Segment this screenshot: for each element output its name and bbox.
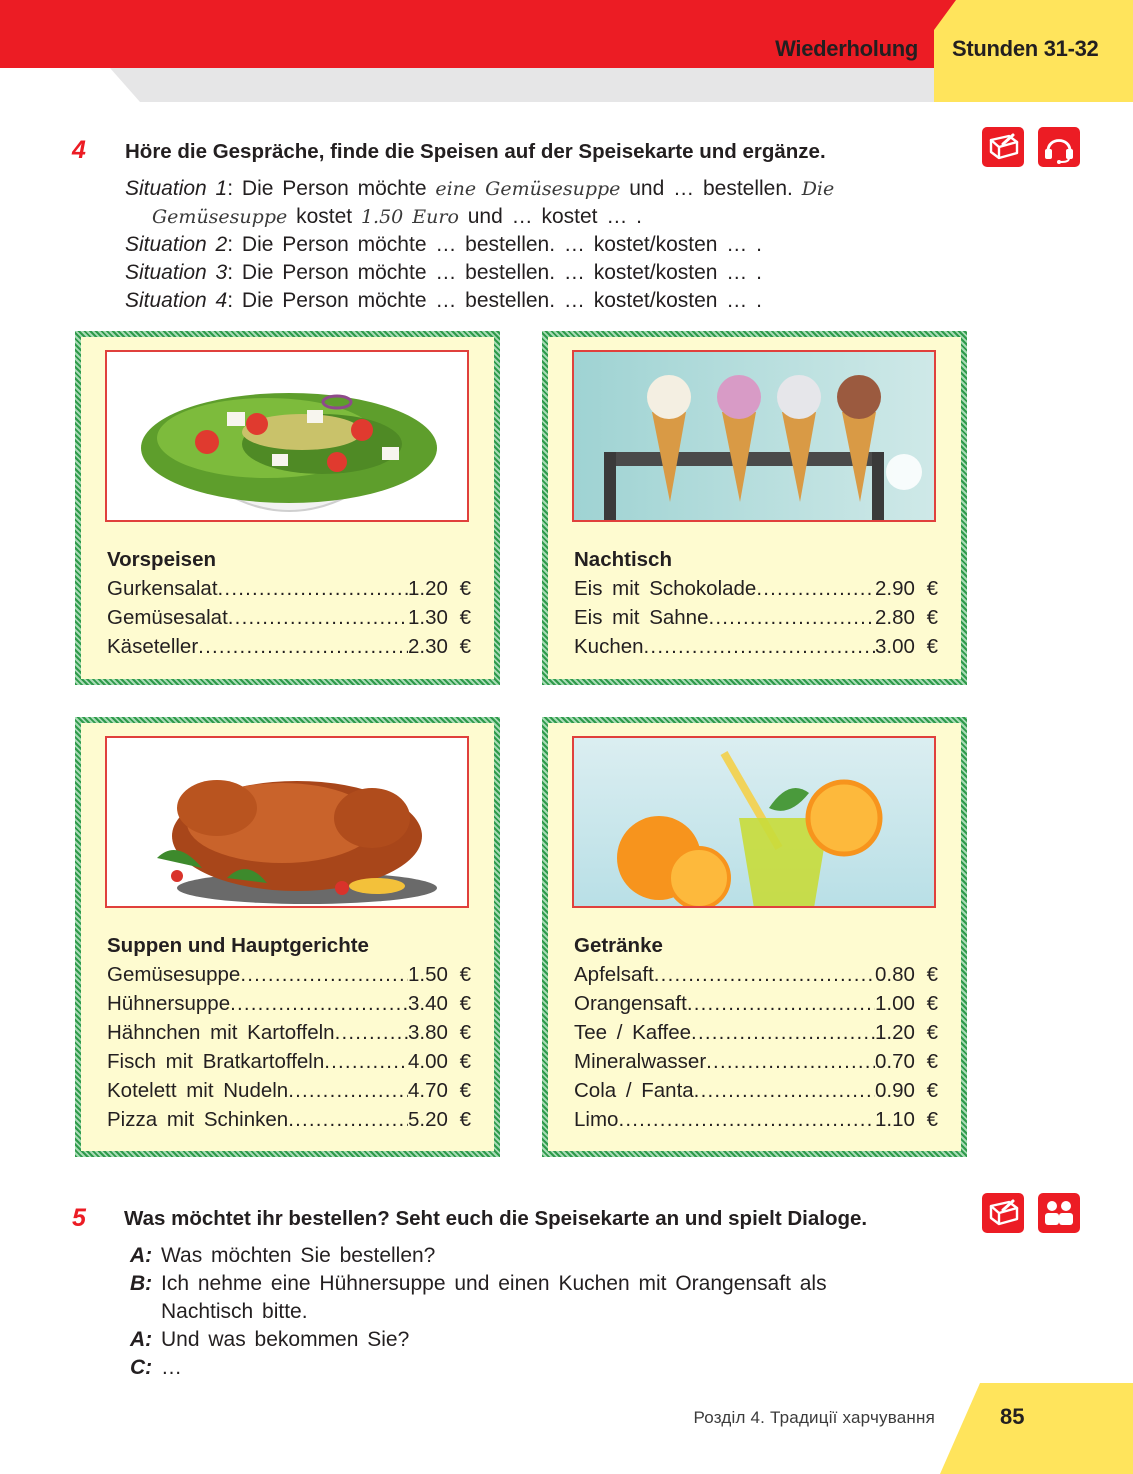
orange-juice-image (572, 736, 936, 908)
menu-item: Kuchen ..... 3.00 € (574, 635, 938, 659)
situation-line: Situation 4: Die Person möchte … bestellen. … kostet/kosten … . (125, 289, 762, 312)
menu-item: Tee / Kaffee ..... 1.20 € (574, 1021, 938, 1045)
menu-item: Käseteller ..... 2.30 € (107, 635, 471, 659)
menu-card-suppen-hauptgerichte (75, 717, 500, 1157)
menu-item: Hühnersuppe ..... 3.40 € (107, 992, 471, 1016)
ice-cream-cones-image (572, 350, 936, 522)
situation-line: Situation 2: Die Person möchte … bestellen. … kostet/kosten … . (125, 233, 762, 256)
chapter-title: Розділ 4. Традиції харчування (693, 1408, 935, 1427)
task-4-number: 4 (72, 136, 86, 164)
roast-chicken-image (105, 736, 469, 908)
menu-item: Kotelett mit Nudeln ..... 4.70 € (107, 1079, 471, 1103)
menu-item: Fisch mit Bratkartoffeln ..... 4.00 € (107, 1050, 471, 1074)
group-work-icon (1038, 1193, 1080, 1233)
menu-category-title: Getränke (574, 934, 663, 957)
task-5-number: 5 (72, 1204, 86, 1232)
menu-item: Gemüsesuppe ..... 1.50 € (107, 963, 471, 987)
menu-item: Limo ..... 1.10 € (574, 1108, 938, 1132)
menu-item: Eis mit Sahne ..... 2.80 € (574, 606, 938, 630)
menu-card-nachtisch (542, 331, 967, 685)
menu-item: Cola / Fanta ..... 0.90 € (574, 1079, 938, 1103)
situation-line: Situation 1: Die Person möchte eine Gemüsesuppe und … bestellen. Die (125, 177, 835, 200)
menu-item: Pizza mit Schinken ..... 5.20 € (107, 1108, 471, 1132)
menu-category-title: Vorspeisen (107, 548, 216, 571)
dialog-line-continuation: Nachtisch bitte. (161, 1300, 308, 1323)
menu-item: Orangensaft ..... 1.00 € (574, 992, 938, 1016)
headphones-icon (1038, 127, 1080, 167)
book-pencil-icon (982, 1193, 1024, 1233)
menu-card-vorspeisen (75, 331, 500, 685)
book-pencil-icon (982, 127, 1024, 167)
task-4-title: Höre die Gespräche, finde die Speisen auf der Speisekarte und ergänze. (125, 140, 826, 163)
menu-category-title: Suppen und Hauptgerichte (107, 934, 369, 957)
task-5-title: Was möchtet ihr bestellen? Seht euch die Speisekarte an und spielt Dialoge. (124, 1207, 868, 1230)
situation-line: Situation 3: Die Person möchte … bestellen. … kostet/kosten … . (125, 261, 762, 284)
page-number: 85 (1000, 1404, 1025, 1429)
footer-yellow-tab (940, 1383, 1133, 1474)
menu-card-getraenke (542, 717, 967, 1157)
situation-line: Gemüsesuppe kostet 1.50 Euro und … kostet … . (152, 205, 642, 228)
menu-item: Eis mit Schokolade ..... 2.90 € (574, 577, 938, 601)
salad-bowl-image (105, 350, 469, 522)
lesson-label: Stunden 31-32 (952, 36, 1099, 61)
menu-item: Mineralwasser ..... 0.70 € (574, 1050, 938, 1074)
menu-item: Gemüsesalat ..... 1.30 € (107, 606, 471, 630)
menu-category-title: Nachtisch (574, 548, 672, 571)
menu-item: Hähnchen mit Kartoffeln ..... 3.80 € (107, 1021, 471, 1045)
menu-item: Gurkensalat ..... 1.20 € (107, 577, 471, 601)
menu-item: Apfelsaft ..... 0.80 € (574, 963, 938, 987)
section-label: Wiederholung (775, 36, 918, 61)
